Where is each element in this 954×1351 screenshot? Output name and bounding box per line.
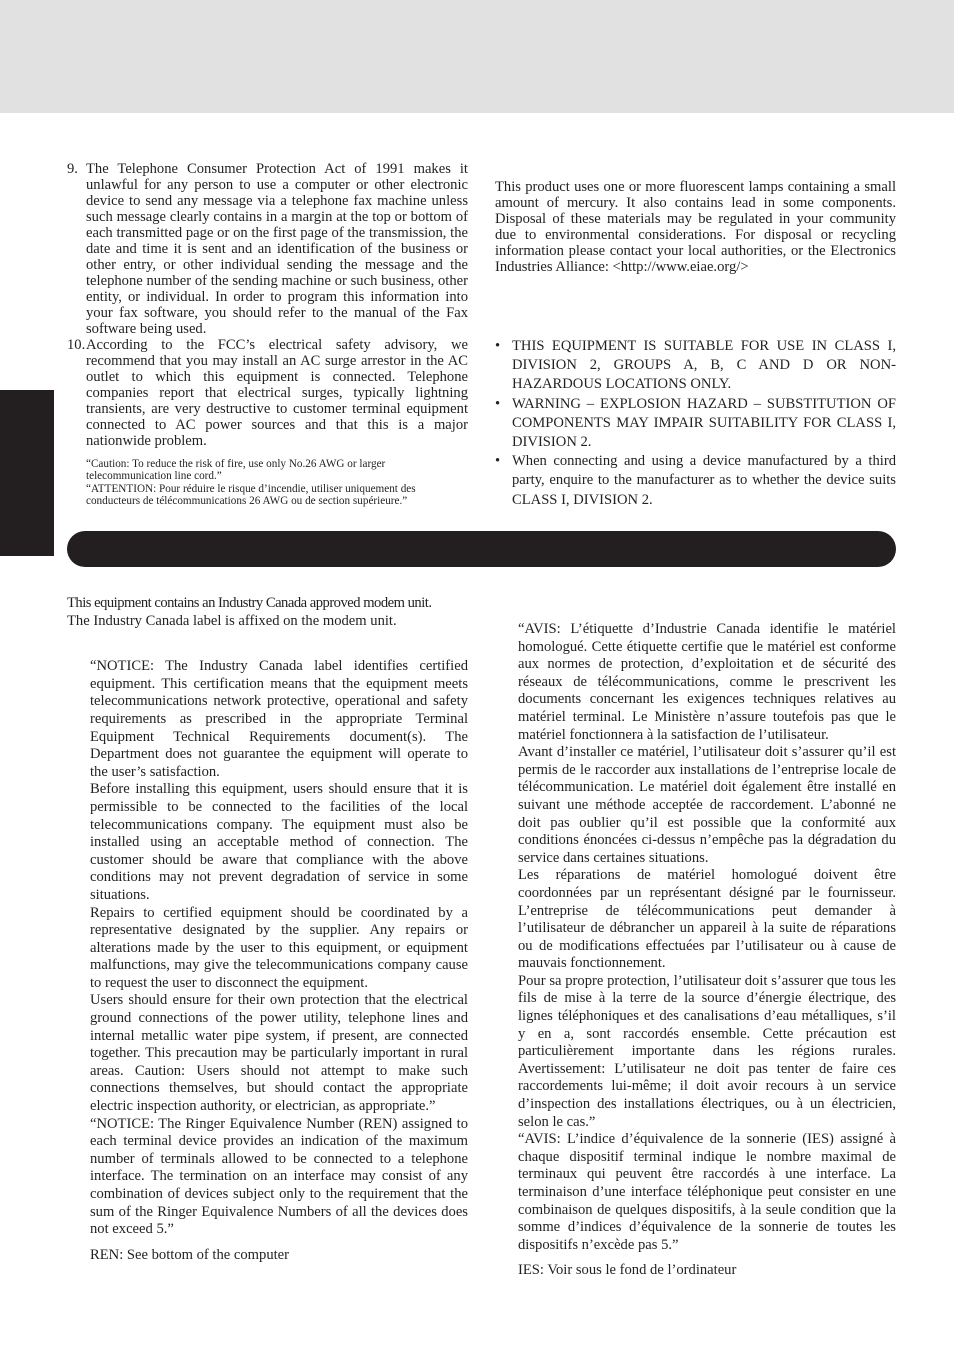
section-heading-bar xyxy=(67,531,896,567)
header-band xyxy=(0,0,954,113)
bullet-item: • When connecting and using a device manufactured by a third party, enquire to the manufacturer as to whether the device suits CLASS I, DIVISION 2. xyxy=(495,453,896,508)
bullet-item: • THIS EQUIPMENT IS SUITABLE FOR USE IN CLASS I, DIVISION 2, GROUPS A, B, C AND D OR NON-HAZARDOUS LOCATIONS ONLY. xyxy=(495,338,896,393)
caution-block xyxy=(67,458,468,507)
mercury-notice: This product uses one or more fluorescent lamps containing a small amount of mercury. It also contains lead in some components. Disposal of these materials may be regulated in your community due to environmental considerations. For disposal or recycling information please contact your local authorities, or the Electronics Industries Alliance: <http://www.eiae.org/> xyxy=(495,179,896,275)
class-i-list xyxy=(495,337,896,510)
caution-en: “Caution: To reduce the risk of fire, use only No.26 AWG or larger telecommunication line cord.” xyxy=(86,458,386,483)
caution-fr: “ATTENTION: Pour réduire le risque d’incendie, utiliser uniquement des conducteurs de télécommunications 26 AWG ou de section supérieure.” xyxy=(86,482,416,507)
list-item-10: 10. According to the FCC’s electrical safety advisory, we recommend that you may install an AC surge arrestor in the AC outlet to which this equipment is connected. Telephone companies report that electrical surges, typically lightning transients, are very destructive to customer terminal equipment connected to AC power sources and that this is a major nationwide problem. xyxy=(67,337,468,449)
fcc-notes xyxy=(67,161,468,507)
bullet-item: • WARNING – EXPLOSION HAZARD – SUBSTITUTION OF COMPONENTS MAY IMPAIR SUITABILITY FOR CLASS I, DIVISION 2. xyxy=(495,395,896,451)
industry-canada-fr: “AVIS: L’étiquette d’Industrie Canada identifie le matériel homologué. Cette étiquette certifie que le matériel est conforme aux normes de protection, d’exploitation et de sécurité des réseaux de télécommunications, comme le prescrivent les documents concernant les exigences techniques relatives au matériel terminal. Le Ministère n’assure toutefois pas que le matériel fonctionnera à la satisfaction de l’utilisateur. Avant d’installer ce matériel, l’utilisateur doit s’assurer qu’il est permis de le raccorder aux installations de l’entreprise locale de télécommunication. Le matériel doit également être installé en suivant une méthode acceptée de raccordement. L’abonné ne doit pas oublier qu’il est possible que la conformité aux conditions énoncées ci-dessus n’empêche pas la dégradation du service dans certaines situations. Les réparations de matériel homologué doivent être coordonnées par un représentant désigné par le fournisseur. L’entreprise de télécommunications peut demander à l’utilisateur de débrancher un appareil à la suite de réparations ou de modifications effectuées par l’utilisateur ou à cause de mauvais fonctionnement. Pour sa propre protection, l’utilisateur doit s’assurer que tous les fils de mise à la terre de la source d’énergie électrique, des lignes téléphoniques et des canalisations d’eau métalliques, s’il y en a, sont raccordés ensemble. Cette précaution est particulièrement importante dans les régions rurales. Avertissement: L’utilisateur ne doit pas tenter de faire ces raccordements lui-même; il doit avoir recours à un service d’inspection des installations électriques, ou à un électricien, selon le cas.” “AVIS: L’indice d’équivalence de la sonnerie (IES) assigné à chaque dispositif terminal indique le nombre maximal de terminaux qui peuvent être raccordés à une interface. La terminaison d’une interface téléphonique peut consister en une combinaison de quelques dispositifs, à la seule condition que la somme d’indices d’équivalence de la sonnerie de toutes les dispositifs n’excède pas 5.” IES: Voir sous le fond de l’ordinateur xyxy=(518,621,896,1279)
side-tab xyxy=(0,390,54,556)
industry-canada-en: This equipment contains an Industry Canada approved modem unit. The Industry Canada label is affixed on the modem unit. “NOTICE: The Industry Canada label identifies certified equipment. This certification means that the equipment meets telecommunications network protective, operational and safety requirements as prescribed in the appropriate Terminal Equipment Technical Requirements document(s). The Department does not guarantee the equipment will operate to the user’s satisfaction. Before installing this equipment, users should ensure that it is permissible to be connected to the facilities of the local telecommunications company. The equipment must also be installed using an acceptable method of connection. The customer should be aware that compliance with the above conditions may not prevent degradation of service in some situations. Repairs to certified equipment should be coordinated by a representative designated by the supplier. Any repairs or alterations made by the user to this equipment, or equipment malfunctions, may give the telecommunications company cause to request the user to disconnect the equipment. Users should ensure for their own protection that the electrical ground connections of the power utility, telephone lines and internal metallic water pipe system, if present, are connected together. This precaution may be particularly important in rural areas. Caution: Users should not attempt to make such connections themselves, but should contact the appropriate electric inspection authority, or electrician, as appropriate.” “NOTICE: The Ringer Equivalence Number (REN) assigned to each terminal device provides an indication of the maximum number of terminals allowed to be connected to a telephone interface. The termination on an interface may consist of any combination of devices subject only to the requirement that the sum of the Ringer Equivalence Numbers of all the devices does not exceed 5.” REN: See bottom of the computer xyxy=(67,595,468,1263)
list-item-9: 9. The Telephone Consumer Protection Act of 1991 makes it unlawful for any person to use a computer or other electronic device to send any message via a telephone fax machine unless such message clearly contains in a margin at the top or bottom of each transmitted page or on the first page of the transmission, the date and time it is sent and an identification of the business or other entry, or other individual sending the message and the telephone number of the sending machine or such business, other entity, or individual. In order to program this information into your fax software, you should refer to the manual of the Fax software being used. xyxy=(67,161,468,337)
